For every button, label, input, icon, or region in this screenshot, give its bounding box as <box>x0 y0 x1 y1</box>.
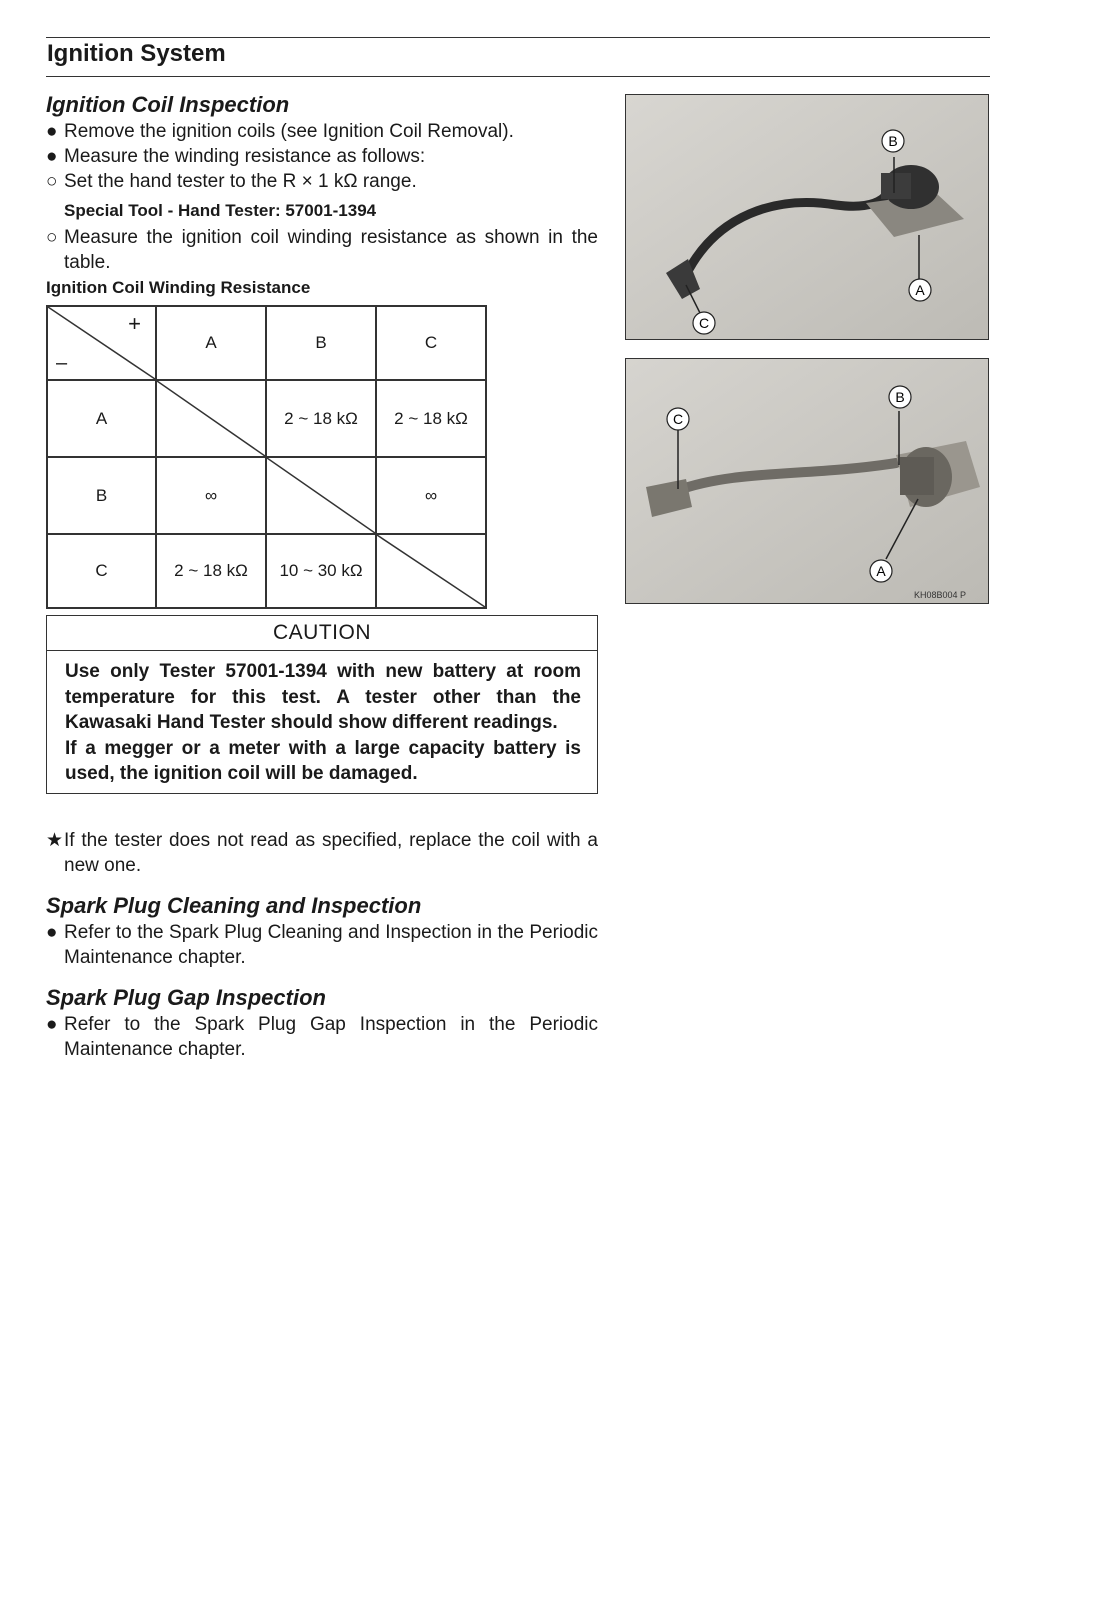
spark-gap-title: Spark Plug Gap Inspection <box>46 985 326 1010</box>
table-cell: ∞ <box>376 457 486 534</box>
corner-cell <box>47 306 156 380</box>
diagonal-cell <box>376 534 486 608</box>
table-row <box>47 457 486 534</box>
column-header: B <box>266 306 376 380</box>
step-remove-coils <box>46 119 598 144</box>
svg-text:B: B <box>888 133 898 149</box>
caution-body <box>47 651 597 793</box>
spark-cleaning-step <box>46 920 598 970</box>
special-tool-note: Special Tool - Hand Tester: 57001-1394 <box>64 201 377 220</box>
step-text: Remove the ignition coils (see Ignition Coil Removal). <box>64 121 514 142</box>
cell-diagonal <box>377 535 485 607</box>
spark-gap-step <box>46 1012 598 1062</box>
callout-b <box>882 130 904 152</box>
caution-heading: CAUTION <box>47 616 597 651</box>
svg-text:A: A <box>915 282 925 298</box>
header-bottom-rule <box>46 76 990 77</box>
callout-a <box>909 279 931 301</box>
step-text: Set the hand tester to the R × 1 kΩ range. <box>64 171 417 192</box>
step-text: Measure the winding resistance as follows: <box>64 146 426 167</box>
step-measure-resistance <box>46 144 598 169</box>
sub-bullet-marker: ○ <box>46 227 58 248</box>
step-measure-winding <box>46 225 598 275</box>
coil-inspection-title: Ignition Coil Inspection <box>46 92 290 117</box>
diagonal-cell <box>156 380 266 457</box>
lower-text <box>46 828 598 1062</box>
row-header: B <box>47 457 156 534</box>
step-text: Refer to the Spark Plug Gap Inspection in the Periodic Maintenance chapter. <box>64 1014 598 1060</box>
column-header: A <box>156 306 266 380</box>
header-top-rule <box>46 37 990 38</box>
callout-a <box>870 560 892 582</box>
table-cell: 10 ~ 30 kΩ <box>266 534 376 608</box>
coil-illustration <box>626 95 988 339</box>
table-row <box>47 534 486 608</box>
step-text: Refer to the Spark Plug Cleaning and Inspection in the Periodic Maintenance chapter. <box>64 922 598 968</box>
caution-box <box>46 615 598 794</box>
callout-c <box>667 408 689 430</box>
bullet-marker: ● <box>46 146 58 167</box>
step-text: Measure the ignition coil winding resistance as shown in the table. <box>64 227 598 273</box>
plus-sign: + <box>128 311 141 336</box>
coil-photo-bottom <box>625 358 989 604</box>
callout-c <box>693 312 715 334</box>
caution-paragraph: If a megger or a meter with a large capacity battery is used, the ignition coil will be damaged. <box>65 737 581 784</box>
cell-diagonal <box>267 458 375 533</box>
table-cell: 2 ~ 18 kΩ <box>376 380 486 457</box>
diagonal-cell <box>266 457 376 534</box>
star-marker: ★ <box>46 830 64 851</box>
bullet-marker: ● <box>46 121 58 142</box>
row-header: A <box>47 380 156 457</box>
spark-cleaning-title: Spark Plug Cleaning and Inspection <box>46 893 422 918</box>
resistance-table <box>46 305 487 609</box>
coil-inspection-section <box>46 91 598 609</box>
photo-code: KH08B004 P <box>914 590 967 600</box>
table-row <box>47 380 486 457</box>
coil-photo-top <box>625 94 989 340</box>
replace-note <box>46 828 598 878</box>
bullet-marker: ● <box>46 922 58 943</box>
table-title: Ignition Coil Winding Resistance <box>46 278 311 297</box>
coil-illustration <box>626 359 988 603</box>
note-text: If the tester does not read as specified, replace the coil with a new one. <box>64 830 598 876</box>
caution-paragraph: Use only Tester 57001-1394 with new battery at room temperature for this test. A tester other than the Kawasaki Hand Tester should show different readings. <box>65 661 581 733</box>
cell-diagonal <box>157 381 265 456</box>
svg-text:C: C <box>698 315 710 331</box>
svg-text:C: C <box>672 411 684 427</box>
minus-sign: – <box>56 352 68 374</box>
svg-text:A: A <box>876 563 886 579</box>
table-cell: 2 ~ 18 kΩ <box>156 534 266 608</box>
page-title: Ignition System <box>47 40 226 67</box>
table-cell: 2 ~ 18 kΩ <box>266 380 376 457</box>
bullet-marker: ● <box>46 1014 58 1035</box>
row-header: C <box>47 534 156 608</box>
column-header: C <box>376 306 486 380</box>
table-cell: ∞ <box>156 457 266 534</box>
step-set-tester <box>46 169 598 194</box>
svg-text:B: B <box>895 389 905 405</box>
sub-bullet-marker: ○ <box>46 171 58 192</box>
callout-b <box>889 386 911 408</box>
